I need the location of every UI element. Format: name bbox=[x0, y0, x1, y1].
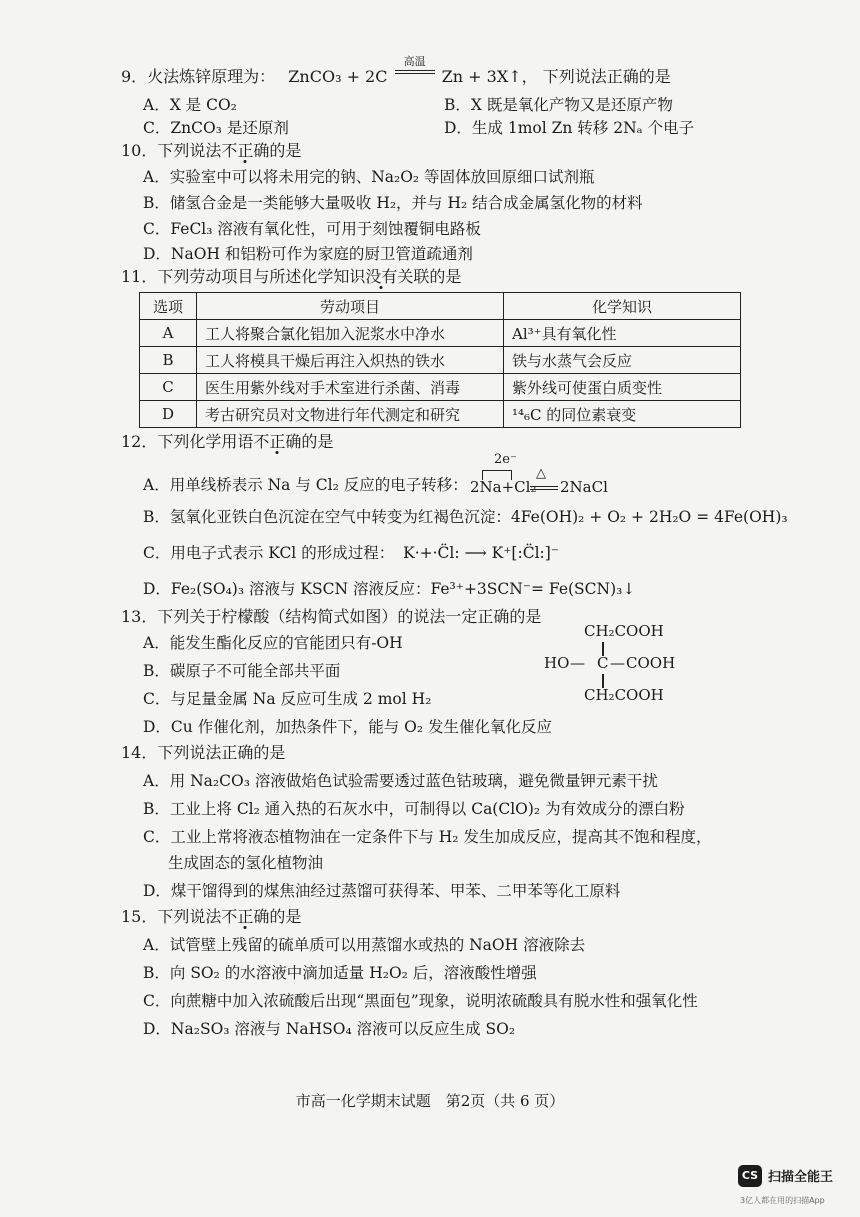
q12-option-d: D．Fe₂(SO₄)₃ 溶液与 KSCN 溶液反应：Fe³⁺+3SCN⁻= Fe(SCN)₃↓ bbox=[143, 580, 636, 598]
q10-tail: 的是 bbox=[269, 141, 302, 160]
table-cell: 工人将模具干燥后再注入炽热的铁水 bbox=[197, 347, 504, 374]
q10-emphasis: 不正确 bbox=[221, 141, 270, 160]
q14-option-c-line1: C．工业上常将液态植物油在一定条件下与 H₂ 发生加成反应，提高其不饱和程度， bbox=[143, 828, 712, 846]
table-header: 化学知识 bbox=[504, 293, 741, 320]
q12-eq-left: 2Na+Cl₂ bbox=[470, 478, 537, 496]
q12-option-a: A．用单线桥表示 Na 与 Cl₂ 反应的电子转移： bbox=[143, 476, 468, 494]
q12-eq-right: 2NaCl bbox=[560, 478, 608, 496]
table-cell: 医生用紫外线对手术室进行杀菌、消毒 bbox=[197, 374, 504, 401]
watermark-app-name: 扫描全能王 bbox=[768, 1170, 834, 1185]
table-header-row bbox=[140, 293, 741, 320]
q13-option-d: D．Cu 作催化剂，加热条件下，能与 O₂ 发生催化氧化反应 bbox=[143, 718, 552, 736]
q12-option-c-text: C．用电子式表示 KCl 的形成过程： bbox=[143, 544, 395, 562]
table-row bbox=[140, 320, 741, 347]
q10-stem bbox=[121, 140, 301, 162]
q14-option-d: D．煤干馏得到的煤焦油经过蒸馏可获得苯、甲苯、二甲苯等化工原料 bbox=[143, 882, 621, 900]
struct-bottom: CH₂COOH bbox=[584, 686, 664, 704]
q9-reaction-arrow bbox=[393, 55, 437, 88]
watermark-slogan: 3亿人都在用的扫描App bbox=[740, 1196, 825, 1205]
table-cell: ¹⁴₆C 的同位素衰变 bbox=[504, 401, 741, 428]
table-cell: A bbox=[140, 320, 197, 347]
q9-option-c: C．ZnCO₃ 是还原剂 bbox=[143, 119, 289, 137]
table-header: 劳动项目 bbox=[197, 293, 504, 320]
citric-acid-structure: CH₂COOH HO — C — COOH CH₂COOH bbox=[544, 622, 676, 704]
table-cell: 铁与水蒸气会反应 bbox=[504, 347, 741, 374]
table-cell: 紫外线可使蛋白质变性 bbox=[504, 374, 741, 401]
q9-stem-post: 下列说法正确的是 bbox=[542, 67, 671, 86]
struct-mid-left: HO bbox=[544, 654, 570, 672]
q15-option-d: D．Na₂SO₃ 溶液与 NaHSO₄ 溶液可以反应生成 SO₂ bbox=[143, 1020, 516, 1038]
q9-equation-right: Zn + 3X↑， bbox=[441, 67, 538, 86]
q14-option-a: A．用 Na₂CO₃ 溶液做焰色试验需要透过蓝色钴玻璃，避免微量钾元素干扰 bbox=[143, 772, 658, 790]
q9-stem-pre: 9．火法炼锌原理为： bbox=[121, 67, 276, 86]
q14-option-b: B．工业上将 Cl₂ 通入热的石灰水中，可制得以 Ca(ClO)₂ 为有效成分的漂白粉 bbox=[143, 800, 685, 818]
table-cell: Al³⁺具有氧化性 bbox=[504, 320, 741, 347]
q12-electrons-label: 2e⁻ bbox=[494, 452, 517, 467]
struct-mid-right: COOH bbox=[626, 654, 676, 672]
table-header: 选项 bbox=[140, 293, 197, 320]
q15-option-b: B．向 SO₂ 的水溶液中滴加适量 H₂O₂ 后，溶液酸性增强 bbox=[143, 964, 537, 982]
q12-eq-cond: △ bbox=[536, 466, 546, 481]
q12-electron-transfer bbox=[470, 452, 630, 502]
q12-tail: 的是 bbox=[301, 432, 334, 451]
q12-option-c bbox=[143, 542, 559, 564]
q9-condition: 高温 bbox=[403, 55, 426, 68]
table-cell: 考古研究员对文物进行年代测定和研究 bbox=[197, 401, 504, 428]
q15-option-a: A．试管壁上残留的硫单质可以用蒸馏水或热的 NaOH 溶液除去 bbox=[143, 936, 586, 954]
q11-tail: 关联的是 bbox=[397, 267, 462, 286]
table-row bbox=[140, 347, 741, 374]
q11-num: 11．下列劳动项目与所述化学知识 bbox=[121, 267, 366, 286]
table-cell: B bbox=[140, 347, 197, 374]
q12-option-b: B．氢氧化亚铁白色沉淀在空气中转变为红褐色沉淀：4Fe(OH)₂ + O₂ + 2H₂O = 4Fe(OH)₃ bbox=[143, 508, 788, 526]
q15-num: 15．下列说法 bbox=[121, 907, 222, 926]
table-cell: D bbox=[140, 401, 197, 428]
q12-num: 12．下列化学用语 bbox=[121, 432, 254, 451]
q15-option-c: C．向蔗糖中加入浓硫酸后出现“黑面包”现象，说明浓硫酸具有脱水性和强氧化性 bbox=[143, 992, 698, 1010]
q9-option-a: A．X 是 CO₂ bbox=[143, 96, 237, 114]
q13-option-c: C．与足量金属 Na 反应可生成 2 mol H₂ bbox=[143, 690, 432, 708]
table-cell: 工人将聚合氯化铝加入泥浆水中净水 bbox=[197, 320, 504, 347]
q11-stem bbox=[121, 266, 461, 288]
q10-option-c: C．FeCl₃ 溶液有氧化性，可用于刻蚀覆铜电路板 bbox=[143, 220, 481, 238]
q12-emphasis: 不正确 bbox=[253, 432, 302, 451]
q9-stem bbox=[121, 55, 671, 88]
q13-stem: 13．下列关于柠檬酸（结构简式如图）的说法一定正确的是 bbox=[121, 607, 542, 626]
q15-emphasis: 不正确 bbox=[221, 907, 270, 926]
q12-kcl-formula: K·+·C̈l: ⟶ K⁺[:C̈l:]⁻ bbox=[403, 544, 559, 562]
struct-top: CH₂COOH bbox=[584, 622, 664, 640]
q11-table bbox=[139, 292, 741, 428]
table-row bbox=[140, 401, 741, 428]
camscanner-logo-icon: CS bbox=[738, 1165, 762, 1187]
page-footer: 市高一化学期末试题 第2页（共 6 页） bbox=[295, 1092, 565, 1110]
q10-option-b: B．储氢合金是一类能够大量吸收 H₂，并与 H₂ 结合成金属氢化物的材料 bbox=[143, 194, 643, 212]
q12-stem bbox=[121, 431, 333, 453]
q14-stem: 14．下列说法正确的是 bbox=[121, 743, 286, 762]
table-row bbox=[140, 374, 741, 401]
q11-emphasis: 没有 bbox=[365, 267, 398, 286]
q13-option-b: B．碳原子不可能全部共平面 bbox=[143, 662, 341, 680]
q14-option-c-line2: 生成固态的氢化植物油 bbox=[168, 854, 324, 872]
table-cell: C bbox=[140, 374, 197, 401]
q9-option-d: D．生成 1mol Zn 转移 2Nₐ 个电子 bbox=[444, 119, 695, 137]
q15-tail: 的是 bbox=[269, 907, 302, 926]
struct-mid-c: C bbox=[597, 654, 609, 672]
q15-stem bbox=[121, 906, 301, 928]
q13-option-a: A．能发生酯化反应的官能团只有-OH bbox=[143, 634, 403, 652]
q9-option-b: B．X 既是氧化产物又是还原产物 bbox=[444, 96, 673, 114]
q10-option-d: D．NaOH 和铝粉可作为家庭的厨卫管道疏通剂 bbox=[143, 245, 473, 263]
q10-option-a: A．实验室中可以将未用完的钠、Na₂O₂ 等固体放回原细口试剂瓶 bbox=[143, 168, 595, 186]
q9-equation-left: ZnCO₃ + 2C bbox=[288, 67, 388, 86]
q10-num: 10．下列说法 bbox=[121, 141, 222, 160]
